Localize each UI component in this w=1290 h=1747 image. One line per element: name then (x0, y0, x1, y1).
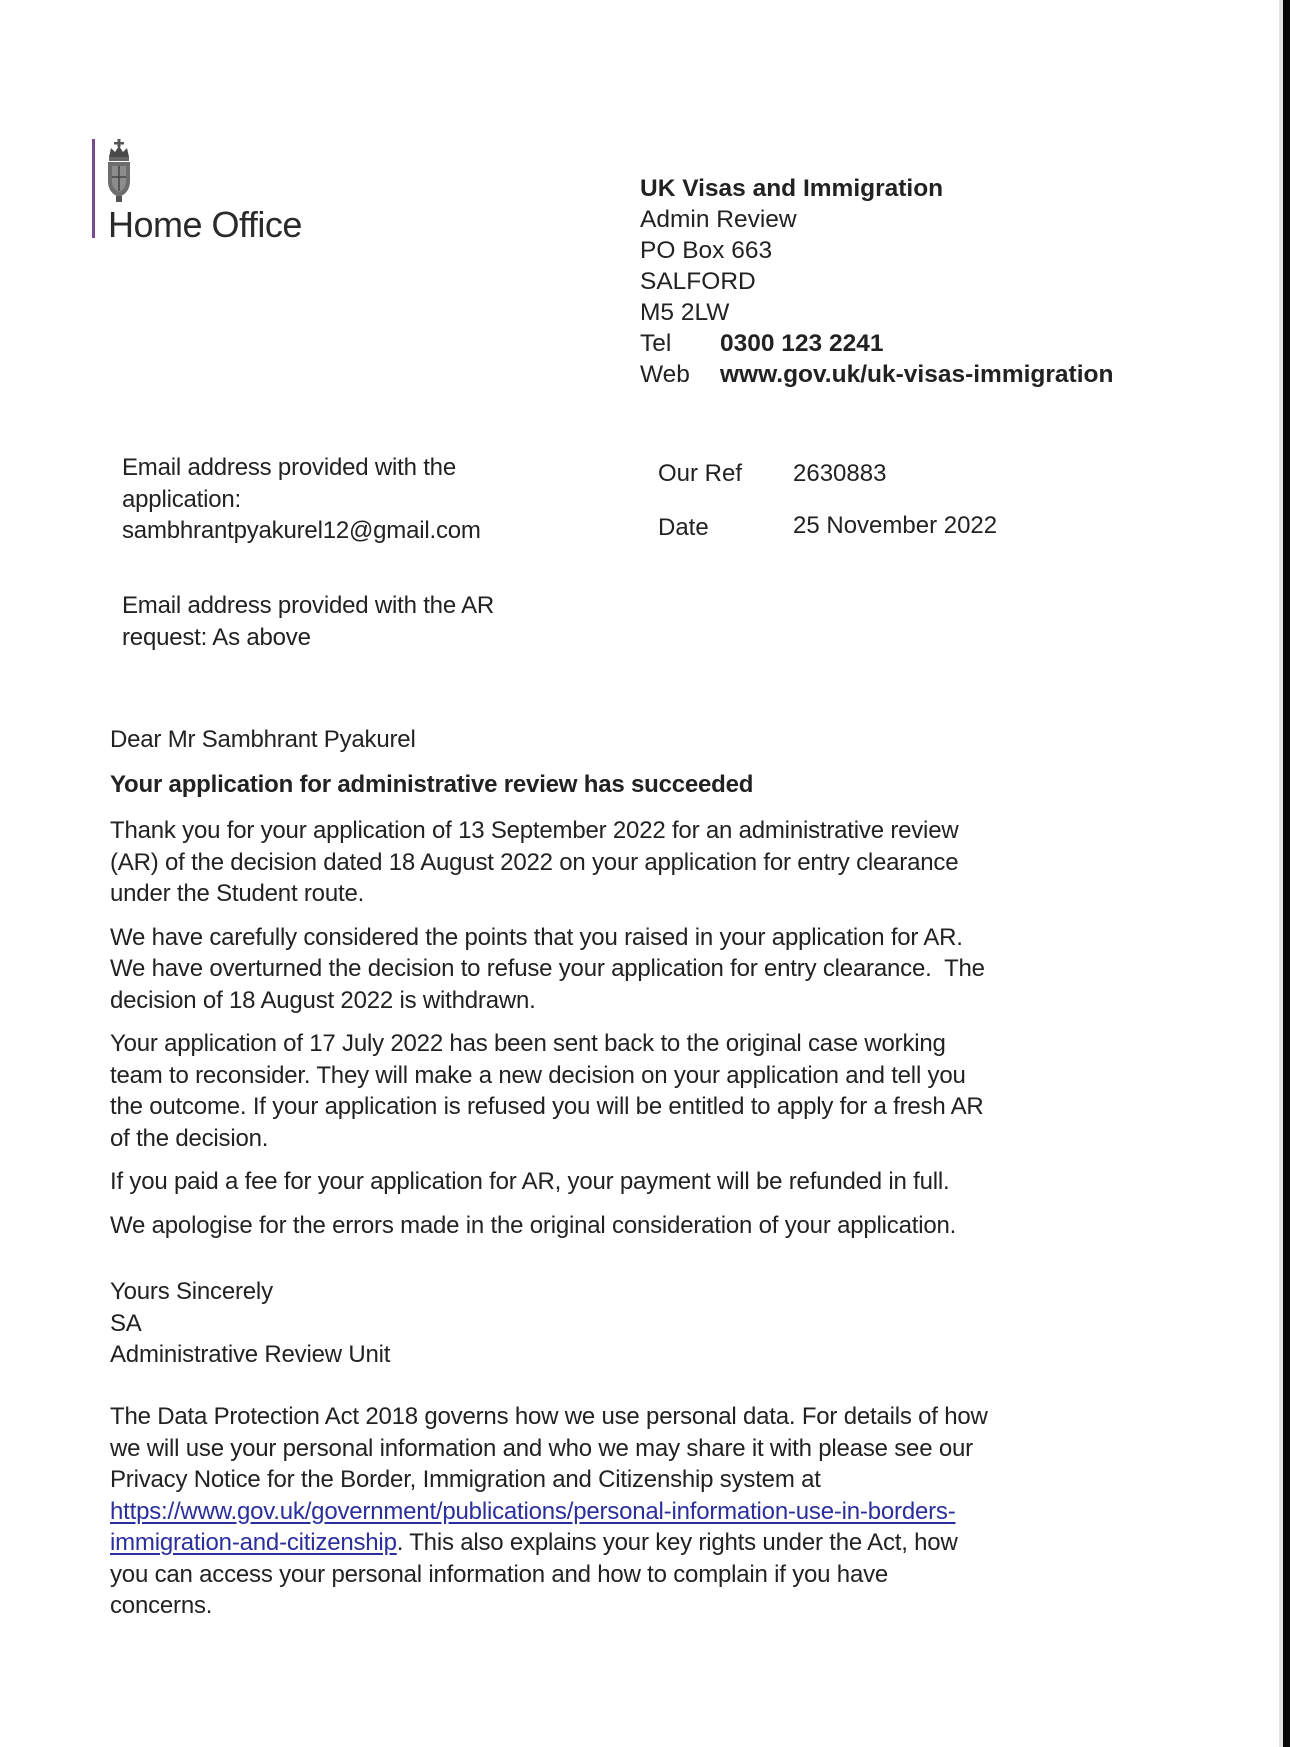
paragraph (110, 815, 1230, 910)
web-row (640, 359, 1113, 390)
paragraph (110, 1166, 1230, 1198)
letter-body (110, 815, 1230, 1253)
web-value: www.gov.uk/uk-visas-immigration (720, 361, 1114, 388)
our-ref-label: Our Ref (658, 460, 743, 487)
email-label-line: Email address provided with the (122, 454, 456, 481)
text-line: team to reconsider. They will make a new decision on your application and tell you (110, 1061, 966, 1089)
date-label: Date (658, 514, 709, 541)
signoff-block (110, 1276, 1230, 1371)
text-line: We apologise for the errors made in the original consideration of your application. (110, 1211, 957, 1239)
email-label-line: application: (122, 485, 242, 513)
ar-email-value: request: As above (122, 623, 311, 651)
address-line: SALFORD (640, 268, 756, 295)
web-label: Web (640, 361, 690, 388)
text-line: of the decision. (110, 1124, 269, 1152)
privacy-notice-link[interactable]: https://www.gov.uk/government/publications/personal-information-use-in-borders- (110, 1497, 956, 1525)
department-name: Home Office (108, 204, 302, 245)
text-line: you can access your personal information and how to complain if you have (110, 1560, 889, 1588)
text-line: the outcome. If your application is refused you will be entitled to apply for a fresh AR (110, 1093, 984, 1120)
text-line: concerns. (110, 1592, 213, 1619)
application-email-block (122, 452, 481, 547)
applicant-email: sambhrantpyakurel12@gmail.com (122, 517, 481, 544)
data-protection-notice (110, 1401, 1230, 1622)
date-value: 25 November 2022 (793, 512, 998, 539)
text-line: decision of 18 August 2022 is withdrawn. (110, 986, 536, 1014)
royal-coat-of-arms-icon (106, 139, 132, 203)
ar-email-block (122, 590, 494, 653)
salutation: Dear Mr Sambhrant Pyakurel (110, 726, 416, 753)
telephone-row (640, 328, 1113, 359)
address-line: Admin Review (640, 206, 797, 233)
page-edge-border (1283, 0, 1290, 1747)
paragraph (110, 1210, 1230, 1242)
signatory-unit: Administrative Review Unit (110, 1341, 391, 1368)
text-line: The Data Protection Act 2018 governs how we use personal data. For details of how (110, 1403, 988, 1430)
organisation-name: UK Visas and Immigration (640, 175, 944, 202)
text-line: We have carefully considered the points that you raised in your application for AR. (110, 923, 963, 951)
address-line: PO Box 663 (640, 237, 773, 264)
closing: Yours Sincerely (110, 1278, 273, 1305)
paragraph (110, 922, 1230, 1017)
text-line: we will use your personal information and who we may share it with please see our (110, 1434, 973, 1462)
our-ref-value: 2630883 (793, 460, 887, 487)
address-line: M5 2LW (640, 299, 730, 326)
letter-heading: Your application for administrative review has succeeded (110, 771, 754, 798)
privacy-notice-link-continued[interactable]: immigration-and-citizenship (110, 1529, 397, 1556)
text-line: Privacy Notice for the Border, Immigration and Citizenship system at (110, 1466, 821, 1493)
text-line: under the Student route. (110, 880, 365, 907)
text-line: (AR) of the decision dated 18 August 2022 on your application for entry clearance (110, 848, 959, 876)
signatory-initials: SA (110, 1309, 142, 1337)
text-line: We have overturned the decision to refuse your application for entry clearance. The (110, 955, 985, 982)
text-fragment: . This also explains your key rights under the Act, how (396, 1529, 958, 1556)
text-line: Thank you for your application of 13 September 2022 for an administrative review (110, 817, 959, 844)
text-line: If you paid a fee for your application for AR, your payment will be refunded in full. (110, 1168, 950, 1195)
sender-address (640, 173, 1113, 390)
paragraph (110, 1028, 1230, 1154)
home-office-accent-bar (92, 139, 95, 238)
ar-email-label: Email address provided with the AR (122, 592, 495, 619)
text-line: Your application of 17 July 2022 has been sent back to the original case working (110, 1030, 946, 1057)
tel-value: 0300 123 2241 (720, 330, 884, 357)
tel-label: Tel (640, 330, 672, 357)
